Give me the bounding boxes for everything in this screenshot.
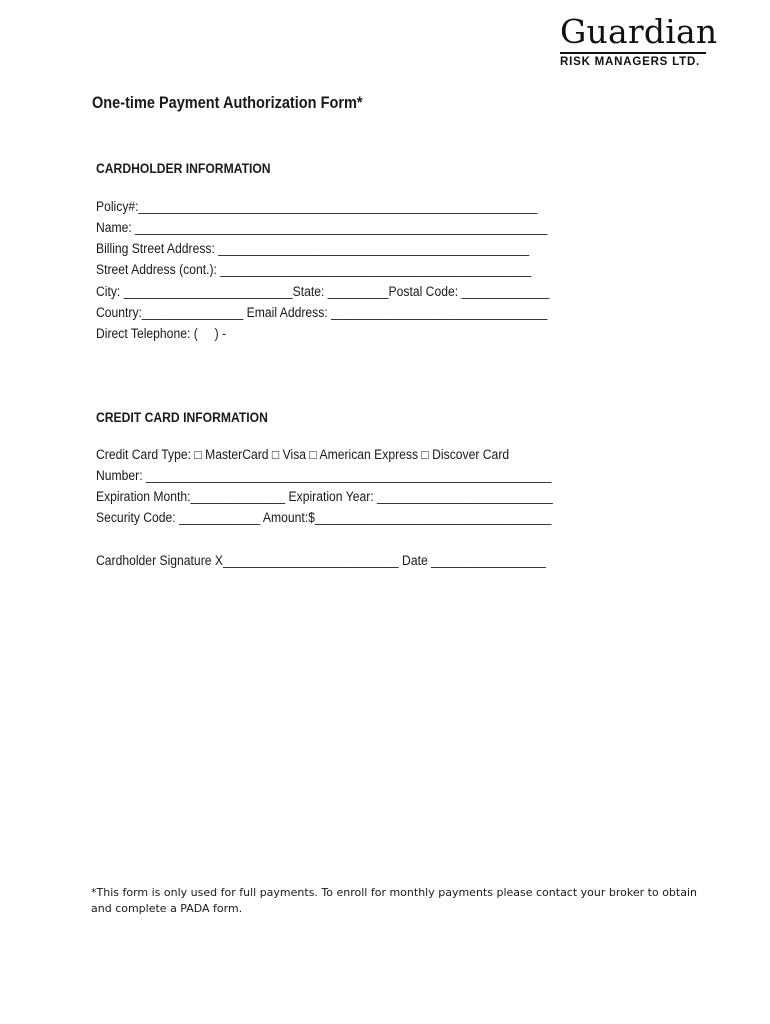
signature-date-field[interactable]: Cardholder Signature X__________________________ Date _________________ <box>96 553 546 568</box>
company-logo <box>560 12 718 68</box>
policy-field[interactable]: Policy#:___________________________________________________________ <box>96 199 538 214</box>
credit-card-section-heading: CREDIT CARD INFORMATION <box>96 410 268 425</box>
form-title: One-time Payment Authorization Form* <box>92 94 363 112</box>
security-amount-field[interactable]: Security Code: ____________ Amount:$___________________________________ <box>96 510 552 525</box>
card-type-options[interactable]: Credit Card Type: □ MasterCard □ Visa □ American Express □ Discover Card <box>96 447 510 462</box>
city-state-postal-field[interactable]: City: _________________________State: _________Postal Code: _____________ <box>96 284 550 299</box>
logo-divider <box>560 52 706 54</box>
logo-subtitle: RISK MANAGERS LTD. <box>560 56 701 68</box>
expiration-field[interactable]: Expiration Month:______________ Expiration Year: __________________________ <box>96 489 553 504</box>
cardholder-section-heading: CARDHOLDER INFORMATION <box>96 161 271 176</box>
country-email-field[interactable]: Country:_______________ Email Address: ________________________________ <box>96 305 548 320</box>
telephone-field[interactable]: Direct Telephone: ( ) - <box>96 326 227 341</box>
footnote: *This form is only used for full payments. To enroll for monthly payments please contact your broker to obtain and complete a PADA form. <box>91 886 697 915</box>
name-field[interactable]: Name: _____________________________________________________________ <box>96 220 548 235</box>
billing-street-field[interactable]: Billing Street Address: ______________________________________________ <box>96 241 530 256</box>
logo-name: Guardian <box>560 12 718 51</box>
street-cont-field[interactable]: Street Address (cont.): ______________________________________________ <box>96 262 532 277</box>
card-number-field[interactable]: Number: ____________________________________________________________ <box>96 468 552 483</box>
